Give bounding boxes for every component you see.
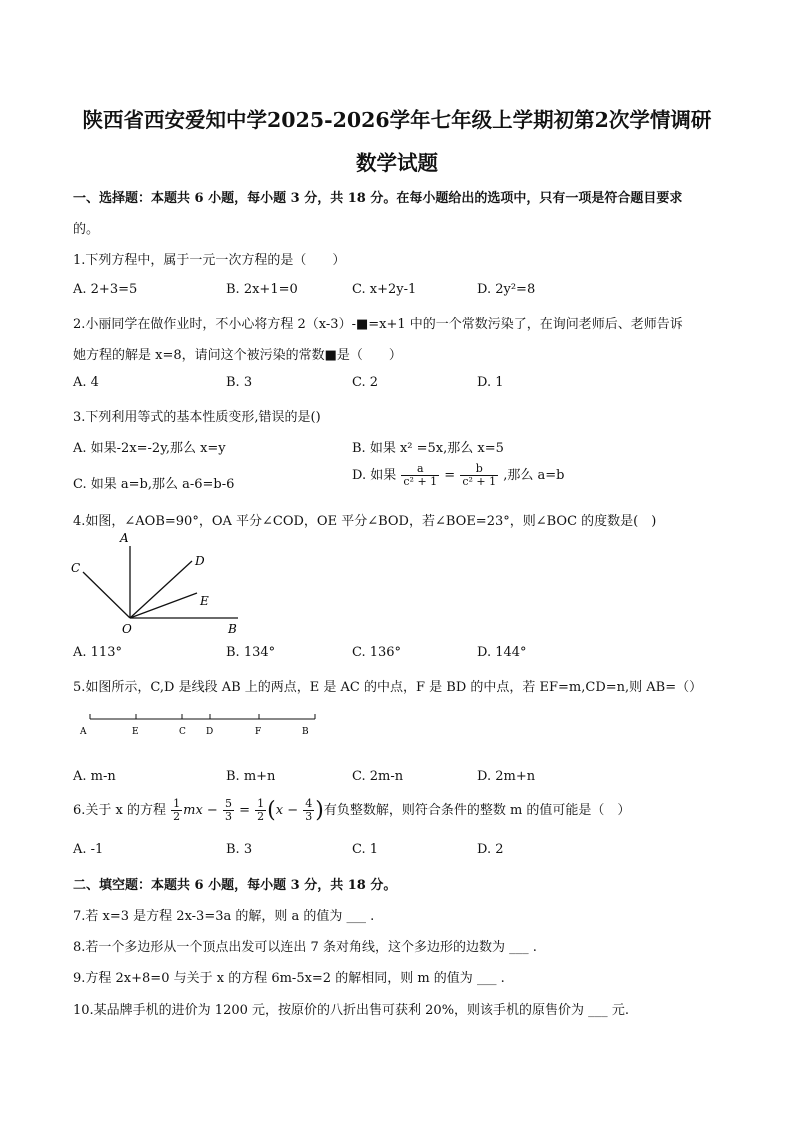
q8-stem: 8.若一个多边形从一个顶点出发可以连出 7 条对角线，这个多边形的边数为 ___ . — [73, 940, 537, 955]
q6-paren-open: ( — [267, 798, 276, 823]
label-a: A — [120, 531, 129, 545]
q3-d-num1: a — [401, 463, 439, 476]
q6-frac2-den: 3 — [224, 810, 232, 823]
q3-option-d — [352, 463, 565, 488]
q3-option-a: A. 如果-2x=-2y,那么 x=y — [73, 441, 226, 456]
seg-label-f: F — [255, 727, 262, 737]
q3-option-b: B. 如果 x² =5x,那么 x=5 — [352, 441, 504, 456]
q6-frac4 — [303, 798, 314, 823]
q3-option-c: C. 如果 a=b,那么 a-6=b-6 — [73, 477, 235, 492]
seg-label-c: C — [179, 727, 186, 737]
q2-stem-line1: 2.小丽同学在做作业时，不小心将方程 2（x-3）-■=x+1 中的一个常数污染了，在询问老师后、老师告诉 — [73, 317, 683, 332]
q4-option-c: C. 136° — [352, 645, 402, 660]
seg-label-e: E — [132, 727, 139, 737]
q2-option-b: B. 3 — [226, 375, 253, 390]
q6-frac3 — [255, 798, 266, 823]
q6-frac1-den: 2 — [173, 810, 181, 823]
q4-option-a: A. 113° — [73, 645, 122, 660]
q5-option-d: D. 2m+n — [477, 769, 536, 784]
label-c: C — [71, 561, 81, 575]
q5-option-b: B. m+n — [226, 769, 276, 784]
q6-frac2-num: 5 — [224, 797, 232, 810]
seg-label-d: D — [206, 727, 214, 737]
q6-frac3-num: 1 — [257, 797, 265, 810]
seg-label-a: A — [80, 727, 87, 737]
q2-option-d: D. 1 — [477, 375, 504, 390]
q6-frac3-den: 2 — [257, 810, 265, 823]
seg-label-b: B — [302, 727, 309, 737]
q5-option-a: A. m-n — [73, 769, 116, 784]
q2-option-c: C. 2 — [352, 375, 379, 390]
q1-option-c: C. x+2y-1 — [352, 282, 417, 297]
q6-term2: x − — [275, 803, 299, 818]
q6-stem — [73, 798, 630, 823]
q3-d-equals: = — [444, 468, 456, 483]
q4-option-b: B. 134° — [226, 645, 276, 660]
segment-figure — [70, 708, 330, 740]
q6-equals: = — [239, 803, 251, 818]
label-b: B — [228, 622, 237, 636]
q4-option-d: D. 144° — [477, 645, 527, 660]
ray-od — [130, 561, 192, 618]
q5-stem: 5.如图所示，C,D 是线段 AB 上的两点，E 是 AC 的中点，F 是 BD 的中点，若 EF=m,CD=n,则 AB=（） — [73, 680, 703, 695]
q6-frac2 — [223, 798, 234, 823]
q4-stem: 4.如图，∠AOB=90°，OA 平分∠COD，OE 平分∠BOD，若∠BOE=23°，则∠BOC 的度数是( ) — [73, 514, 657, 529]
q3-d-prefix: D. 如果 — [352, 468, 397, 483]
angle-figure — [60, 530, 260, 640]
q6-option-a: A. -1 — [73, 842, 104, 857]
q3-d-num2: b — [460, 463, 498, 476]
q6-frac1-num: 1 — [173, 797, 181, 810]
q6-option-c: C. 1 — [352, 842, 379, 857]
q3-d-suffix: ,那么 a=b — [503, 468, 565, 483]
label-e: E — [200, 594, 209, 608]
page-title: 陕西省西安爱知中学2025-2026学年七年级上学期初第2次学情调研 — [82, 108, 712, 132]
q6-term1: mx − — [183, 803, 218, 818]
q1-stem: 1.下列方程中，属于一元一次方程的是（ ） — [73, 253, 346, 268]
q3-d-den1: c² + 1 — [403, 475, 438, 488]
q6-frac4-num: 4 — [305, 797, 313, 810]
q3-d-fraction-left — [401, 463, 439, 488]
q6-frac1 — [171, 798, 182, 823]
q9-stem: 9.方程 2x+8=0 与关于 x 的方程 6m-5x=2 的解相同，则 m 的值为 ___ . — [73, 971, 505, 986]
q6-frac4-den: 3 — [305, 810, 313, 823]
section2-heading: 二、填空题：本题共 6 小题，每小题 3 分，共 18 分。 — [73, 878, 397, 893]
q7-stem: 7.若 x=3 是方程 2x-3=3a 的解，则 a 的值为 ___ . — [73, 909, 375, 924]
q3-stem: 3.下列利用等式的基本性质变形,错误的是() — [73, 410, 321, 425]
q6-paren-close: ) — [315, 798, 324, 823]
q6-option-b: B. 3 — [226, 842, 253, 857]
q1-option-a: A. 2+3=5 — [73, 282, 138, 297]
section1-heading: 一、选择题：本题共 6 小题，每小题 3 分，共 18 分。在每小题给出的选项中，只有一项是符合题目要求 — [73, 191, 683, 206]
section1-heading-cont: 的。 — [73, 222, 100, 237]
label-o: O — [122, 622, 132, 636]
q2-option-a: A. 4 — [73, 375, 99, 390]
q3-d-fraction-right — [460, 463, 498, 488]
ray-oc — [83, 572, 130, 618]
q5-option-c: C. 2m-n — [352, 769, 404, 784]
q3-d-den2: c² + 1 — [462, 475, 497, 488]
ray-oe — [130, 593, 197, 618]
q1-option-b: B. 2x+1=0 — [226, 282, 298, 297]
q6-prefix: 6.关于 x 的方程 — [73, 803, 166, 818]
q10-stem: 10.某品牌手机的进价为 1200 元，按原价的八折出售可获利 20%，则该手机的原售价为 ___ 元. — [73, 1003, 629, 1018]
q1-option-d: D. 2y²=8 — [477, 282, 536, 297]
q2-stem-line2: 她方程的解是 x=8，请问这个被污染的常数■是（ ） — [73, 348, 402, 363]
q6-suffix: 有负整数解，则符合条件的整数 m 的值可能是（ ） — [323, 803, 631, 818]
label-d: D — [195, 554, 205, 568]
page-subtitle: 数学试题 — [356, 151, 438, 175]
q6-option-d: D. 2 — [477, 842, 504, 857]
